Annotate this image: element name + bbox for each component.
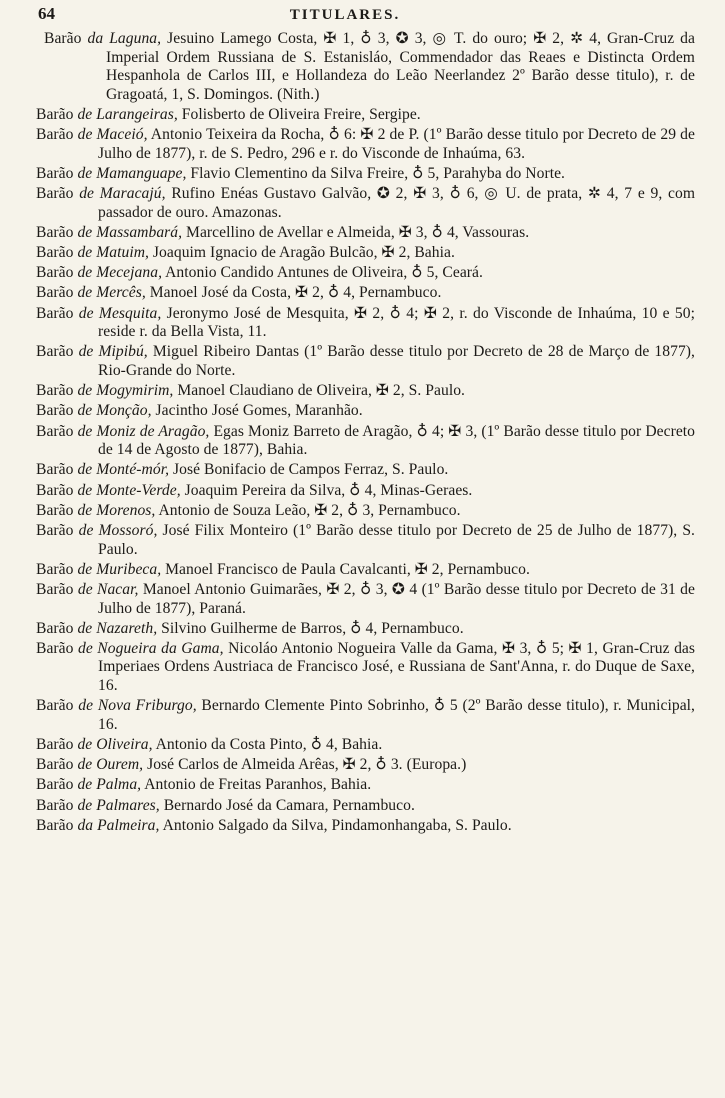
entry-title: de Nacar, <box>77 580 139 598</box>
entry-title: de Mipibú, <box>78 343 148 361</box>
entry-text: José Bonifacio de Campos Ferraz, S. Paulo. <box>172 461 449 479</box>
entry-prefix: Barão <box>36 422 74 440</box>
list-item <box>36 423 695 460</box>
entry-text: Antonio da Costa Pinto, ♁ 4, Bahia. <box>155 736 383 754</box>
entry-prefix: Barão <box>36 244 74 262</box>
entry-text: Rufino Enéas Gustavo Galvão, ✪ 2, ✠ 3, ♁ 6, ◎ U. de prata, ✲ 4, 7 e 9, com passador de ouro. Amazonas. <box>98 185 696 221</box>
entry-title: de Matuim, <box>77 244 149 262</box>
list-item <box>36 244 695 263</box>
entry-text: Antonio Salgado da Silva, Pindamonhangaba, S. Paulo. <box>162 816 512 834</box>
entry-title: de Oliveira, <box>77 736 153 754</box>
entry-prefix: Barão <box>36 481 74 499</box>
entry-list <box>36 30 695 835</box>
entry-title: de Palmares, <box>77 796 160 814</box>
list-item <box>36 305 695 342</box>
entry-title: de Massambará, <box>77 223 183 241</box>
entry-prefix: Barão <box>36 796 74 814</box>
entry-text: Manoel Claudiano de Oliveira, ✠ 2, S. Paulo. <box>177 382 466 400</box>
entry-prefix: Barão <box>36 461 74 479</box>
running-head: TITULARES. <box>289 7 401 23</box>
entry-prefix: Barão <box>36 126 74 144</box>
list-item <box>36 106 695 125</box>
entry-prefix: Barão <box>36 521 74 539</box>
entry-title: de Mogymirim, <box>77 382 174 400</box>
entry-text: Antonio Candido Antunes de Oliveira, ♁ 5, Ceará. <box>165 264 483 282</box>
entry-prefix: Barão <box>36 560 74 578</box>
list-item <box>36 640 695 696</box>
entry-title: de Mamanguape, <box>77 164 187 182</box>
list-item <box>36 382 695 401</box>
entry-text: Flavio Clementino da Silva Freire, ♁ 5, Parahyba do Norte. <box>190 164 565 182</box>
entry-title: da Laguna, <box>87 30 162 47</box>
entry-text: José Filix Monteiro (1º Barão desse titulo por Decreto de 25 de Julho de 1877), S. Paulo. <box>98 521 696 558</box>
entry-text: Joaquim Pereira da Silva, ♁ 4, Minas-Geraes. <box>184 481 473 499</box>
entry-prefix: Barão <box>36 304 74 322</box>
entry-text: Manoel Antonio Guimarães, ✠ 2, ♁ 3, ✪ 4 (1º Barão desse titulo por Decreto de 31 de Julho de 1877), Paraná. <box>98 580 696 617</box>
entry-prefix: Barão <box>36 619 74 637</box>
entry-text: Silvino Guilherme de Barros, ♁ 4, Pernambuco. <box>161 619 464 637</box>
list-item <box>36 522 695 559</box>
entry-text: Antonio Teixeira da Rocha, ♁ 6: ✠ 2 de P. (1º Barão desse titulo por Decreto de 29 de Julho de 1877), r. de S. Pedro, 296 e r. do Visconde de Inhaúma, 63. <box>98 126 695 162</box>
list-item <box>36 561 695 580</box>
entry-title: de Monte-Verde, <box>77 481 181 499</box>
list-item <box>36 402 695 421</box>
entry-prefix: Barão <box>44 30 82 47</box>
entry-title: de Larangeiras, <box>77 105 178 123</box>
entry-title: de Nazareth, <box>77 619 158 637</box>
list-item <box>36 736 695 755</box>
list-item <box>44 30 695 104</box>
entry-text: Jacintho José Gomes, Maranhão. <box>155 402 363 420</box>
entry-prefix: Barão <box>36 284 74 302</box>
entry-title: de Maracajú, <box>79 185 166 203</box>
entry-prefix: Barão <box>36 185 74 203</box>
entry-prefix: Barão <box>36 382 74 400</box>
entry-text: Joaquim Ignacio de Aragão Bulcão, ✠ 2, Bahia. <box>152 244 455 262</box>
entry-prefix: Barão <box>36 639 74 657</box>
entry-text: Manoel Francisco de Paula Cavalcanti, ✠ 2, Pernambuco. <box>165 560 530 578</box>
entry-title: de Monção, <box>77 402 152 420</box>
entry-prefix: Barão <box>36 736 74 754</box>
list-item <box>36 776 695 795</box>
entry-text: Marcellino de Avellar e Almeida, ✠ 3, ♁ 4, Vassouras. <box>186 223 530 241</box>
entry-title: de Ourem, <box>77 756 144 774</box>
entry-prefix: Barão <box>36 402 74 420</box>
list-item <box>36 224 695 243</box>
entry-text: Egas Moniz Barreto de Aragão, ♁ 4; ✠ 3, (1º Barão desse titulo por Decreto de 14 de Agosto de 1877), Bahia. <box>98 422 696 459</box>
entry-text: Folisberto de Oliveira Freire, Sergipe. <box>181 105 421 123</box>
entry-prefix: Barão <box>36 776 74 794</box>
entry-title: de Mercês, <box>77 284 146 302</box>
entry-title: de Mecejana, <box>77 264 163 282</box>
entry-text: Antonio de Souza Leão, ✠ 2, ♁ 3, Pernambuco. <box>158 501 461 519</box>
entry-text: Manoel José da Costa, ✠ 2, ♁ 4, Pernambuco. <box>149 284 442 302</box>
entry-text: Jesuino Lamego Costa, ✠ 1, ♁ 3, ✪ 3, ◎ T. do ouro; ✠ 2, ✲ 4, Gran-Cruz da Imperial Ordem Russiana de S. Estanisláo, Commendador das Reaes e Distincta Ordem Hespanhola de Carlos III, e Hollandeza do Leão Neerlandez 2º Barão desse titulo), r. de Gragoatá, 1, S. Domingos. (Nith.) <box>106 30 695 103</box>
list-item <box>36 797 695 816</box>
entry-prefix: Barão <box>36 105 74 123</box>
entry-text: Bernardo Clemente Pinto Sobrinho, ♁ 5 (2º Barão desse titulo), r. Municipal, 16. <box>98 697 696 733</box>
entry-text: Miguel Ribeiro Dantas (1º Barão desse titulo por Decreto de 28 de Março de 1877), Rio-Grande do Norte. <box>98 343 695 380</box>
list-item <box>36 581 695 618</box>
entry-text: Antonio de Freitas Paranhos, Bahia. <box>144 776 372 794</box>
entry-text: Jeronymo José de Mesquita, ✠ 2, ♁ 4; ✠ 2, r. do Visconde de Inhaúma, 10 e 50; reside r. da Bella Vista, 11. <box>98 304 695 341</box>
list-item <box>36 185 695 222</box>
list-item <box>36 165 695 184</box>
entry-title: de Palma, <box>77 776 142 794</box>
list-item <box>36 264 695 283</box>
entry-prefix: Barão <box>36 580 74 598</box>
entry-prefix: Barão <box>36 343 74 361</box>
entry-title: de Moniz de Aragão, <box>77 422 210 440</box>
entry-title: da Palmeira, <box>77 816 160 834</box>
list-item <box>36 697 695 734</box>
entry-title: de Nogueira da Gama, <box>77 639 224 657</box>
entry-title: de Maceió, <box>77 126 148 144</box>
entry-title: de Morenos, <box>77 501 156 519</box>
list-item <box>36 756 695 775</box>
list-item <box>36 284 695 303</box>
entry-title: de Nova Friburgo, <box>78 697 197 715</box>
list-item <box>36 482 695 501</box>
entry-title: de Mesquita, <box>78 304 162 322</box>
entry-text: Nicoláo Antonio Nogueira Valle da Gama, ✠ 3, ♁ 5; ✠ 1, Gran-Cruz das Imperiaes Ordens Austriaca de Francisco José, e Russiana de Sant'Anna, r. do Duque de Saxe, 16. <box>98 639 696 695</box>
entry-prefix: Barão <box>36 756 74 774</box>
list-item <box>36 343 695 380</box>
entry-prefix: Barão <box>36 264 74 282</box>
entry-title: de Muribeca, <box>77 560 162 578</box>
page-number: 64 <box>38 4 55 23</box>
entry-prefix: Barão <box>36 816 74 834</box>
entry-prefix: Barão <box>36 501 74 519</box>
list-item <box>36 461 695 480</box>
list-item <box>36 620 695 639</box>
entry-prefix: Barão <box>36 697 74 715</box>
entry-title: de Mossoró, <box>78 521 158 539</box>
page-header <box>36 4 695 28</box>
entry-prefix: Barão <box>36 164 74 182</box>
list-item <box>36 817 695 836</box>
entry-title: de Monté-mór, <box>77 461 170 479</box>
entry-text: José Carlos de Almeida Arêas, ✠ 2, ♁ 3. (Europa.) <box>147 756 467 774</box>
entry-text: Bernardo José da Camara, Pernambuco. <box>163 796 415 814</box>
entry-prefix: Barão <box>36 223 74 241</box>
list-item <box>36 126 695 163</box>
list-item <box>36 502 695 521</box>
